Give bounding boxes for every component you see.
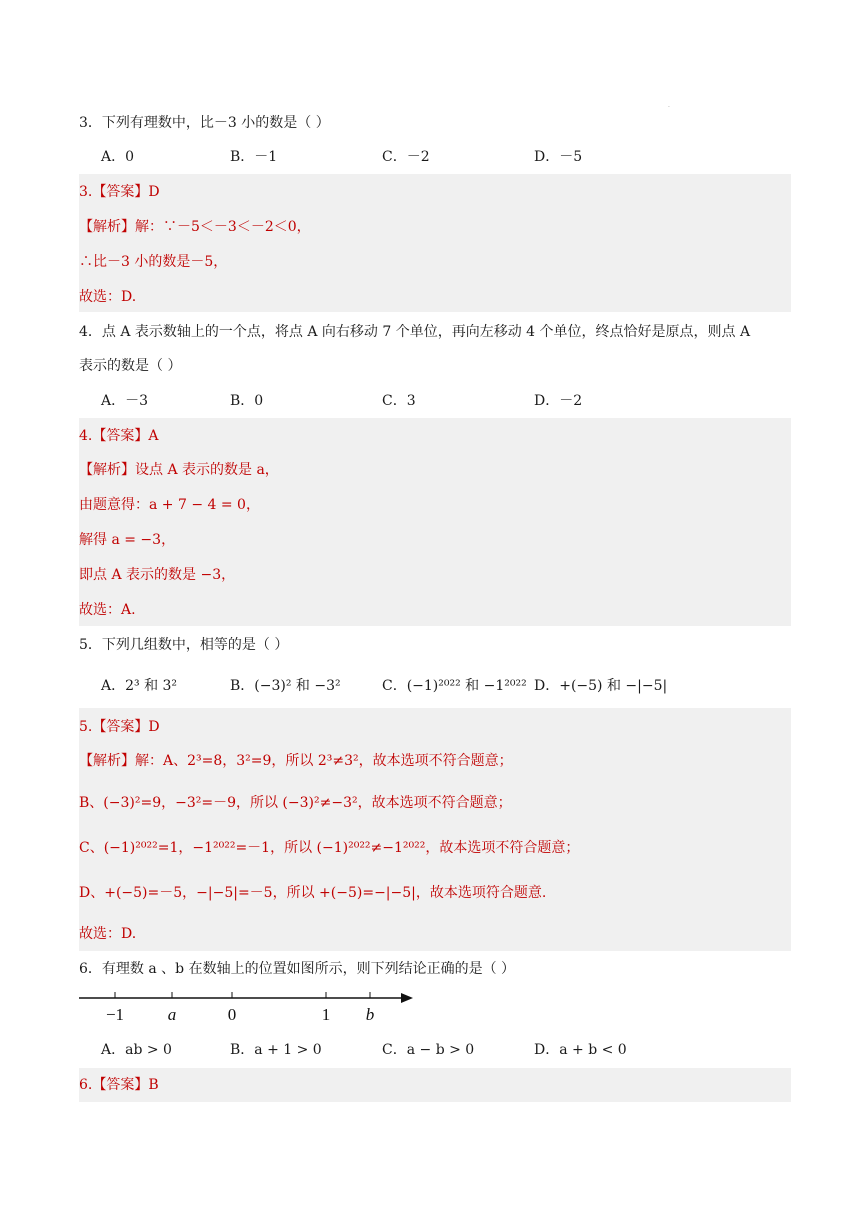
axis-label-b: b: [365, 1005, 375, 1024]
answer-label: 4.【答案】A: [79, 428, 159, 444]
option-c: C．3: [382, 393, 416, 409]
solution-line: 由题意得：a + 7 − 4 = 0，: [79, 497, 260, 513]
answer-label: 5.【答案】D: [79, 719, 160, 735]
answer-block-5: [79, 708, 791, 951]
number-line-figure: [79, 988, 419, 1028]
answer-label: 6.【答案】B: [79, 1077, 159, 1093]
option-a: A．ab > 0: [101, 1042, 172, 1058]
question-3-stem: 3．下列有理数中，比－3 小的数是（ ）: [79, 115, 330, 131]
option-c: C．－2: [382, 149, 430, 165]
option-b: B．a + 1 > 0: [230, 1042, 322, 1058]
solution-line: B、(−3)²=9，−3²=－9，所以 (−3)²≠−3²，故本选项不符合题意；: [79, 795, 512, 811]
answer-label: 3.【答案】D: [79, 184, 160, 200]
question-4-stem-cont: 表示的数是（ ）: [79, 358, 182, 374]
option-d: D．a + b < 0: [534, 1042, 627, 1058]
question-5-stem: 5．下列几组数中，相等的是（ ）: [79, 637, 289, 653]
question-5-options: [101, 675, 791, 697]
option-a: A．2³ 和 3²: [101, 678, 178, 694]
question-6-stem: 6．有理数 a 、b 在数轴上的位置如图所示，则下列结论正确的是（ ）: [79, 961, 516, 977]
answer-block-6: [79, 1068, 791, 1102]
solution-line: 故选：D.: [79, 926, 137, 942]
solution-line: 【解析】设点 A 表示的数是 a，: [79, 462, 279, 478]
question-3-options: [101, 146, 791, 168]
axis-label-minus-1: −1: [105, 1005, 125, 1024]
answer-block-3: [79, 174, 791, 312]
solution-line: 即点 A 表示的数是 −3，: [79, 567, 236, 583]
answer-block-4: [79, 418, 791, 626]
page-mark: ·: [668, 104, 670, 111]
option-d: D．－2: [534, 393, 583, 409]
question-6-options: [101, 1039, 791, 1061]
arrow-head-icon: [401, 993, 413, 1003]
option-b: B．(−3)² 和 −3²: [230, 678, 341, 694]
option-a: A．0: [101, 149, 135, 165]
option-b: B．0: [230, 393, 264, 409]
axis-label-0: 0: [227, 1005, 237, 1024]
solution-line: ∴比－3 小的数是－5，: [79, 254, 228, 270]
solution-line: 解得 a = −3，: [79, 532, 176, 548]
option-a: A．－3: [101, 393, 149, 409]
solution-line: 【解析】解：∵－5＜－3＜－2＜0，: [79, 219, 311, 235]
question-4-stem: 4．点 A 表示数轴上的一个点，将点 A 向右移动 7 个单位，再向左移动 4 个单位，终点恰好是原点，则点 A: [79, 324, 751, 340]
solution-line: 【解析】解：A、2³=8，3²=9，所以 2³≠3²，故本选项不符合题意；: [79, 753, 513, 769]
option-d: D．+(−5) 和 −|−5|: [534, 678, 668, 694]
solution-line: 故选：D.: [79, 289, 137, 305]
option-c: C．a − b > 0: [382, 1042, 475, 1058]
solution-line: C、(−1)²⁰²²=1，−1²⁰²²=－1，所以 (−1)²⁰²²≠−1²⁰²²，故本选项不符合题意；: [79, 840, 580, 856]
option-c: C．(−1)²⁰²² 和 −1²⁰²²: [382, 678, 527, 694]
axis-label-1: 1: [321, 1005, 331, 1024]
axis-label-a: a: [167, 1005, 177, 1024]
option-b: B．－1: [230, 149, 278, 165]
question-4-options: [101, 390, 791, 412]
solution-line: 故选：A.: [79, 602, 136, 618]
solution-line: D、+(−5)=－5，−|−5|=－5，所以 +(−5)=−|−5|，故本选项符合题意.: [79, 885, 547, 901]
option-d: D．－5: [534, 149, 583, 165]
